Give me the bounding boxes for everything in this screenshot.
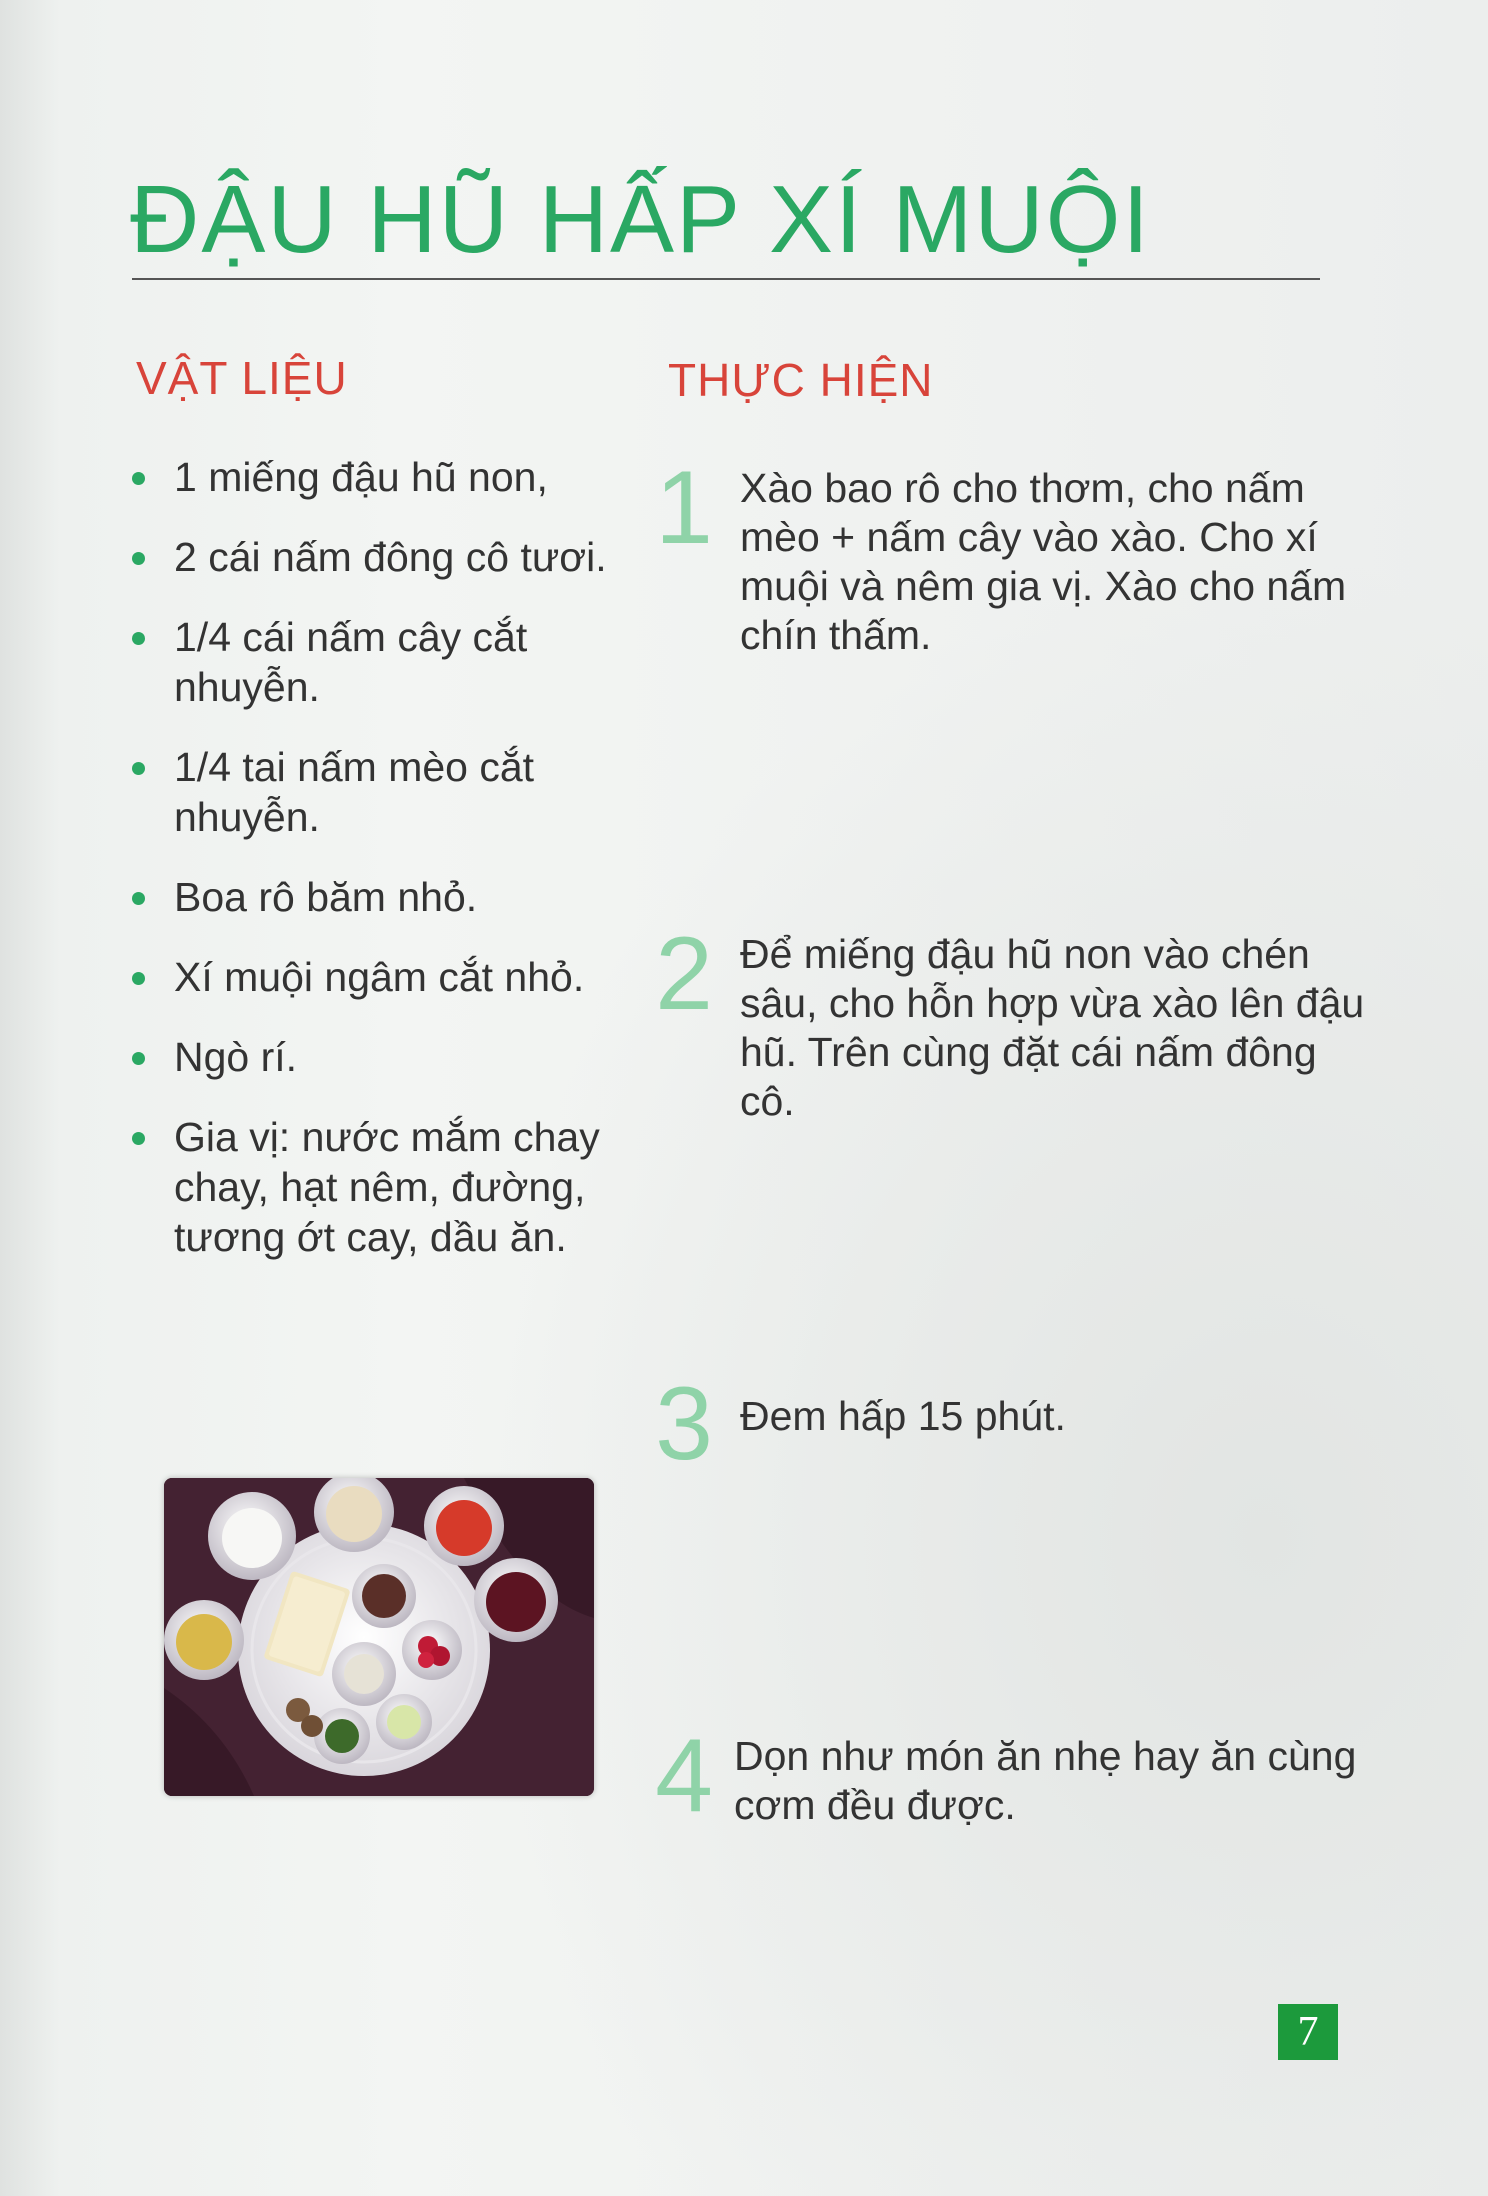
step-text: Để miếng đậu hũ non vào chén sâu, cho hỗn hợp vừa xào lên đậu hũ. Trên cùng đặt cái nấm đông cô. — [740, 931, 1365, 1124]
step-text: Đem hấp 15 phút. — [740, 1393, 1066, 1439]
ingredient-item — [128, 1112, 618, 1262]
recipe-title: ĐẬU HŨ HẤP XÍ MUỘI — [130, 166, 1152, 273]
step-text: Dọn như món ăn nhẹ hay ăn cùng cơm đều được. — [734, 1733, 1357, 1828]
step-text: Xào bao rô cho thơm, cho nấm mèo + nấm cây vào xào. Cho xí muội và nêm gia vị. Xào cho nấm chín thấm. — [740, 465, 1347, 658]
step-number: 3 — [655, 1366, 713, 1482]
page-number-badge: 7 — [1278, 2004, 1338, 2060]
ingredient-text: Boa rô băm nhỏ. — [174, 874, 478, 920]
bullet-icon — [132, 632, 145, 645]
ingredients-photo — [164, 1478, 594, 1796]
ingredient-item — [128, 612, 618, 712]
ingredient-item — [128, 742, 618, 842]
bullet-icon — [132, 1052, 145, 1065]
ingredient-text: 1/4 cái nấm cây cắt nhuyễn. — [174, 614, 528, 710]
ingredients-heading: VẬT LIỆU — [136, 352, 348, 404]
ingredient-item — [128, 452, 618, 502]
ingredients-list — [128, 452, 618, 1292]
steps-heading: THỰC HIỆN — [668, 354, 934, 406]
bullet-icon — [132, 892, 145, 905]
ingredient-text: Ngò rí. — [174, 1034, 298, 1080]
ingredient-text: Xí muội ngâm cắt nhỏ. — [174, 954, 585, 1000]
ingredient-item — [128, 532, 618, 582]
ingredients-photo-illustration — [164, 1478, 594, 1796]
title-divider — [132, 278, 1320, 280]
ingredient-item — [128, 872, 618, 922]
bullet-icon — [132, 972, 145, 985]
ingredient-text: 1/4 tai nấm mèo cắt nhuyễn. — [174, 744, 535, 840]
ingredient-text: Gia vị: nước mắm chay chay, hạt nêm, đường, tương ớt cay, dầu ăn. — [174, 1114, 600, 1260]
ingredient-text: 2 cái nấm đông cô tươi. — [174, 534, 607, 580]
step-number: 4 — [655, 1718, 713, 1834]
bullet-icon — [132, 1132, 145, 1145]
ingredient-item — [128, 952, 618, 1002]
step-number: 1 — [655, 450, 713, 566]
bullet-icon — [132, 472, 145, 485]
step-number: 2 — [655, 916, 713, 1032]
ingredient-text: 1 miếng đậu hũ non, — [174, 454, 548, 500]
ingredient-item — [128, 1032, 618, 1082]
bullet-icon — [132, 762, 145, 775]
bullet-icon — [132, 552, 145, 565]
